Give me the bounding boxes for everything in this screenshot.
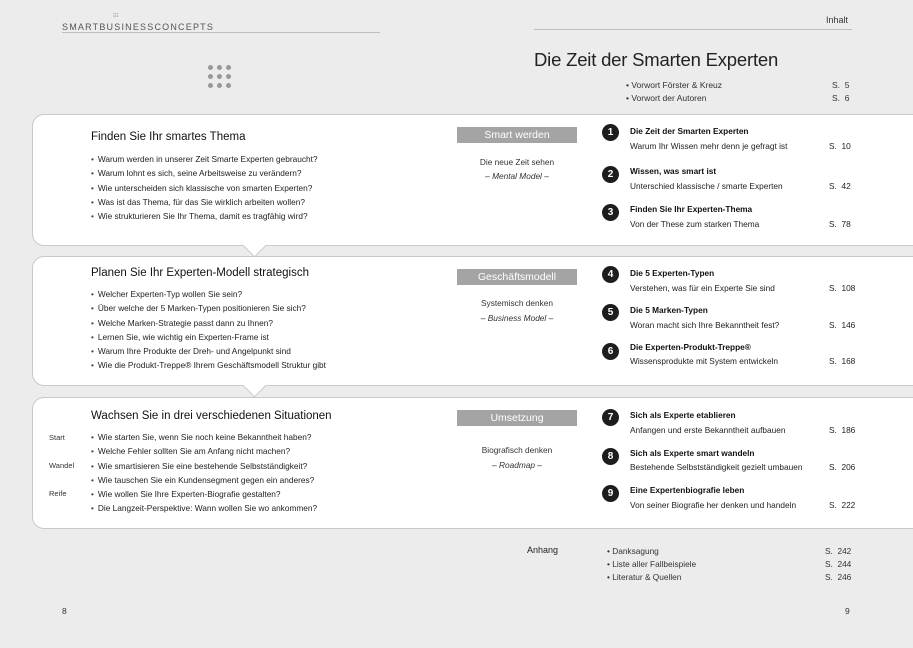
part-band: Umsetzung [457, 410, 577, 426]
section-panel-1 [32, 114, 913, 246]
chapter-title[interactable]: Sich als Experte smart wandeln [630, 448, 755, 458]
appendix-label: Anhang [527, 545, 559, 555]
section-title: Wachsen Sie in drei verschiedenen Situationen [91, 410, 332, 422]
chapter-page: S. 168 [829, 356, 856, 366]
question-item: • Wie wollen Sie Ihre Experten-Biografie gestalten? [91, 487, 317, 501]
question-item: • Die Langzeit-Perspektive: Wann wollen Sie wo ankommen? [91, 501, 317, 515]
toc-page-appendix: S. 246 [825, 572, 852, 582]
chapter-page: S. 186 [829, 425, 856, 435]
question-item: • Welcher Experten-Typ wollen Sie sein? [91, 287, 326, 301]
section-connector [242, 233, 266, 257]
toc-page-preface-1: S. 5 [832, 80, 850, 90]
toc-entry-preface-1[interactable]: • Vorwort Förster & Kreuz [626, 80, 723, 90]
section-title: Finden Sie Ihr smartes Thema [91, 131, 246, 143]
page-title: Die Zeit der Smarten Experten [534, 49, 779, 70]
chapter-number-badge: 2 [602, 166, 619, 183]
phase-label: Reife [49, 489, 67, 498]
chapter-subtitle: Warum Ihr Wissen mehr denn je gefragt ist [630, 141, 788, 151]
chapter-page: S. 108 [829, 283, 856, 293]
section-label: Inhalt [826, 15, 849, 25]
chapter-subtitle: Wissensprodukte mit System entwickeln [630, 356, 779, 366]
question-item: • Wie strukturieren Sie Ihr Thema, damit es tragfähig wird? [91, 209, 318, 223]
part-subtitle: Biografisch denken [481, 445, 553, 455]
chapter-number-badge: 1 [602, 124, 619, 141]
part-subtitle: Systemisch denken [481, 298, 553, 308]
chapter-title[interactable]: Finden Sie Ihr Experten-Thema [630, 204, 753, 214]
part-band: Smart werden [457, 127, 577, 143]
toc-entry-preface-2[interactable]: • Vorwort der Autoren [626, 93, 707, 103]
chapter-number-badge: 6 [602, 343, 619, 360]
chapter-number-badge: 4 [602, 266, 619, 283]
chapter-page: S. 222 [829, 500, 856, 510]
chapter-subtitle: Unterschied klassische / smarte Experten [630, 181, 783, 191]
question-item: • Welche Marken-Strategie passt dann zu Ihnen? [91, 316, 326, 330]
chapter-subtitle: Bestehende Selbstständigkeit gezielt umbauen [630, 462, 803, 472]
section-panel-3 [32, 397, 913, 529]
section-panel-2 [32, 256, 913, 386]
chapter-title[interactable]: Sich als Experte etablieren [630, 410, 736, 420]
question-item: • Über welche der 5 Marken-Typen positionieren Sie sich? [91, 301, 326, 315]
part-band: Geschäftsmodell [457, 269, 577, 285]
chapter-title[interactable]: Die Zeit der Smarten Experten [630, 126, 749, 136]
question-item: • Wie smartisieren Sie eine bestehende Selbstständigkeit? [91, 459, 317, 473]
chapter-page: S. 146 [829, 320, 856, 330]
question-item: • Lernen Sie, wie wichtig ein Experten-Frame ist [91, 330, 326, 344]
phase-label: Wandel [49, 461, 75, 470]
question-item: • Welche Fehler sollten Sie am Anfang nicht machen? [91, 444, 317, 458]
dot-grid-icon [208, 65, 236, 89]
question-list [91, 287, 326, 373]
chapter-number-badge: 5 [602, 304, 619, 321]
chapter-number-badge: 9 [602, 485, 619, 502]
chapter-number-badge: 3 [602, 204, 619, 221]
publisher-logo: SMARTBUSINESSCONCEPTS [62, 22, 215, 32]
chapter-subtitle: Von seiner Biografie her denken und handeln [630, 500, 797, 510]
page-number-right: 9 [845, 606, 850, 616]
question-item: • Wie unterscheiden sich klassische von smarten Experten? [91, 181, 318, 195]
chapter-number-badge: 8 [602, 448, 619, 465]
part-model-label: – Mental Model – [485, 171, 549, 181]
section-connector [242, 373, 266, 397]
part-subtitle: Die neue Zeit sehen [479, 157, 555, 167]
part-model-label: – Business Model – [480, 313, 554, 323]
part-model-label: – Roadmap – [492, 460, 542, 470]
toc-entry-appendix[interactable]: • Liste aller Fallbeispiele [607, 559, 697, 569]
question-item: • Was ist das Thema, für das Sie wirklich arbeiten wollen? [91, 195, 318, 209]
question-item: • Warum Ihre Produkte der Dreh- und Angelpunkt sind [91, 344, 326, 358]
toc-page-preface-2: S. 6 [832, 93, 850, 103]
question-item: • Warum werden in unserer Zeit Smarte Experten gebraucht? [91, 152, 318, 166]
question-item: • Wie starten Sie, wenn Sie noch keine Bekanntheit haben? [91, 430, 317, 444]
chapter-title[interactable]: Die Experten-Produkt-Treppe® [630, 342, 751, 352]
chapter-page: S. 78 [829, 219, 851, 229]
toc-page-appendix: S. 244 [825, 559, 852, 569]
chapter-title[interactable]: Die 5 Marken-Typen [630, 305, 708, 315]
chapter-title[interactable]: Wissen, was smart ist [630, 166, 717, 176]
chapter-page: S. 42 [829, 181, 851, 191]
chapter-page: S. 10 [829, 141, 851, 151]
logo-mark-icon: ⁝⁝⁝ [113, 13, 119, 19]
header-rule-left [62, 32, 380, 33]
question-item: • Wie die Produkt-Treppe® Ihrem Geschäftsmodell Struktur gibt [91, 358, 326, 372]
phase-label: Start [49, 433, 65, 442]
page-number-left: 8 [62, 606, 67, 616]
chapter-subtitle: Verstehen, was für ein Experte Sie sind [630, 283, 775, 293]
toc-page-appendix: S. 242 [825, 546, 852, 556]
question-item: • Wie tauschen Sie ein Kundensegment gegen ein anderes? [91, 473, 317, 487]
header-rule-right [534, 29, 852, 30]
question-item: • Warum lohnt es sich, seine Arbeitsweise zu verändern? [91, 166, 318, 180]
chapter-number-badge: 7 [602, 409, 619, 426]
section-title: Planen Sie Ihr Experten-Modell strategisch [91, 267, 309, 279]
question-list [91, 430, 317, 516]
chapter-page: S. 206 [829, 462, 856, 472]
toc-entry-appendix[interactable]: • Danksagung [607, 546, 659, 556]
chapter-title[interactable]: Eine Expertenbiografie leben [630, 485, 745, 495]
chapter-subtitle: Woran macht sich Ihre Bekanntheit fest? [630, 320, 780, 330]
chapter-title[interactable]: Die 5 Experten-Typen [630, 268, 715, 278]
question-list [91, 152, 318, 223]
toc-entry-appendix[interactable]: • Literatur & Quellen [607, 572, 682, 582]
chapter-subtitle: Von der These zum starken Thema [630, 219, 760, 229]
chapter-subtitle: Anfangen und erste Bekanntheit aufbauen [630, 425, 786, 435]
